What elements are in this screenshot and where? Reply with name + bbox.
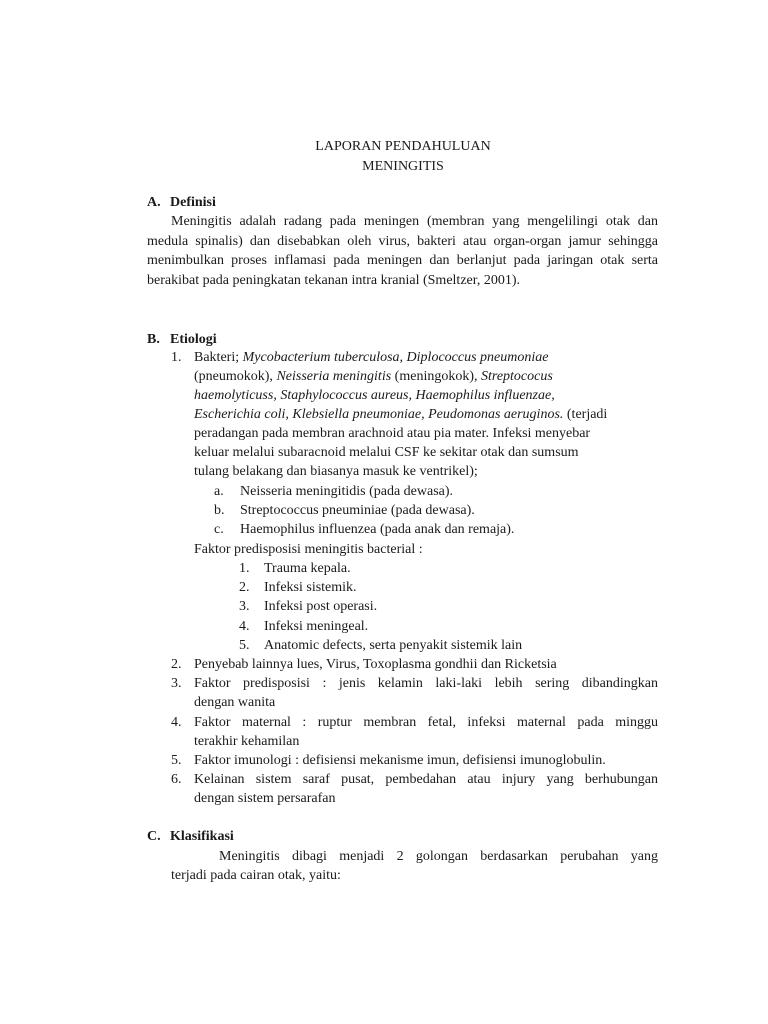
etiology-item-3-line-1: Faktor predisposisi : jenis kelamin laki-laki lebih sering dibandingkan <box>194 676 658 691</box>
klasifikasi-line-2: terjadi pada cairan otak, yaitu: <box>171 868 341 883</box>
sub-item-a-marker: a. <box>214 484 224 499</box>
section-b-title: Etiologi <box>170 332 217 347</box>
sub-item-c-marker: c. <box>214 522 224 537</box>
item-1-species: Escherichia coli, Klebsiella pneumoniae, Peudomonas aeruginos. <box>194 407 564 422</box>
item-1-text: (meningokok), <box>391 369 481 384</box>
faktor-item-4-text: Infeksi meningeal. <box>264 619 369 634</box>
item-1-text: (pneumokok), <box>194 369 277 384</box>
section-c-letter: C. <box>147 829 161 844</box>
section-b-letter: B. <box>147 332 160 347</box>
etiology-item-1-number: 1. <box>171 350 182 365</box>
etiology-item-5-text: Faktor imunologi : defisiensi mekanisme imun, defisiensi imunoglobulin. <box>194 753 606 768</box>
etiology-item-1-line-5: peradangan pada membran arachnoid atau pia mater. Infeksi menyebar <box>194 426 591 441</box>
faktor-item-2-marker: 2. <box>239 580 250 595</box>
section-a-letter: A. <box>147 195 161 210</box>
etiology-item-6-number: 6. <box>171 772 182 787</box>
section-b-heading <box>147 330 217 350</box>
faktor-item-5-marker: 5. <box>239 638 250 653</box>
etiology-item-6-line-2: dengan sistem persarafan <box>194 791 336 806</box>
doc-title-line-2: MENINGITIS <box>362 159 444 174</box>
faktor-item-3-text: Infeksi post operasi. <box>264 599 378 614</box>
section-a-heading <box>147 193 216 213</box>
definition-paragraph: Meningitis adalah radang pada meningen (membran yang mengelilingi otak dan medula spinalis) dan disebabkan oleh virus, bakteri atau organ-organ jamur sehingga menimbulkan proses inflamasi pada meningen dan berlanjut pada jaringan otak serta berakibat pada peningkatan tekanan intra kranial (Smeltzer, 2001). <box>147 214 658 288</box>
doc-title-line-1: LAPORAN PENDAHULUAN <box>315 139 491 154</box>
etiology-item-4-line-1: Faktor maternal : ruptur membran fetal, infeksi maternal pada minggu <box>194 715 658 730</box>
etiology-item-1-line-3 <box>194 386 555 406</box>
sub-item-a-text: Neisseria meningitidis (pada dewasa). <box>240 484 454 499</box>
etiology-item-1-line-2 <box>194 367 553 387</box>
sub-item-b-text: Streptococcus pneuminiae (pada dewasa). <box>240 503 475 518</box>
section-c-heading <box>147 827 234 847</box>
faktor-item-4-marker: 4. <box>239 619 250 634</box>
faktor-predisposisi-label: Faktor predisposisi meningitis bacterial : <box>194 542 423 557</box>
klasifikasi-line-1: Meningitis dibagi menjadi 2 golongan berdasarkan perubahan yang <box>219 849 658 864</box>
sub-item-c-text: Haemophilus influenzea (pada anak dan remaja). <box>240 522 515 537</box>
item-1-species: Mycobacterium tuberculosa, Diplococcus pneumoniae <box>242 350 549 365</box>
item-1-species: Streptococus <box>481 369 553 384</box>
etiology-item-4-line-2: terakhir kehamilan <box>194 734 300 749</box>
faktor-item-1-text: Trauma kepala. <box>264 561 351 576</box>
etiology-item-2-number: 2. <box>171 657 182 672</box>
faktor-item-1-marker: 1. <box>239 561 250 576</box>
etiology-item-3-number: 3. <box>171 676 182 691</box>
etiology-item-2-text: Penyebab lainnya lues, Virus, Toxoplasma gondhii dan Ricketsia <box>194 657 557 672</box>
etiology-item-1-line-4 <box>194 405 607 425</box>
sub-item-b-marker: b. <box>214 503 225 518</box>
etiology-item-6-line-1: Kelainan sistem saraf pusat, pembedahan atau injury yang berhubungan <box>194 772 658 787</box>
etiology-item-4-number: 4. <box>171 715 182 730</box>
etiology-item-5-number: 5. <box>171 753 182 768</box>
etiology-item-1-line-1 <box>194 348 548 368</box>
faktor-item-5-text: Anatomic defects, serta penyakit sistemik lain <box>264 638 523 653</box>
etiology-item-3-line-2: dengan wanita <box>194 695 276 710</box>
faktor-item-3-marker: 3. <box>239 599 250 614</box>
item-1-species: Neisseria meningitis <box>276 369 392 384</box>
item-1-text: Bakteri; <box>194 350 243 365</box>
etiology-item-1-line-7: tulang belakang dan biasanya masuk ke ventrikel); <box>194 464 478 479</box>
item-1-species: haemolyticuss, Staphylococcus aureus, Haemophilus influenzae, <box>194 388 555 403</box>
item-1-text: (terjadi <box>563 407 608 422</box>
faktor-item-2-text: Infeksi sistemik. <box>264 580 357 595</box>
etiology-item-1-line-6: keluar melalui subaracnoid melalui CSF ke sekitar otak dan sumsum <box>194 445 579 460</box>
section-a-title: Definisi <box>170 195 216 210</box>
section-c-title: Klasifikasi <box>170 829 234 844</box>
